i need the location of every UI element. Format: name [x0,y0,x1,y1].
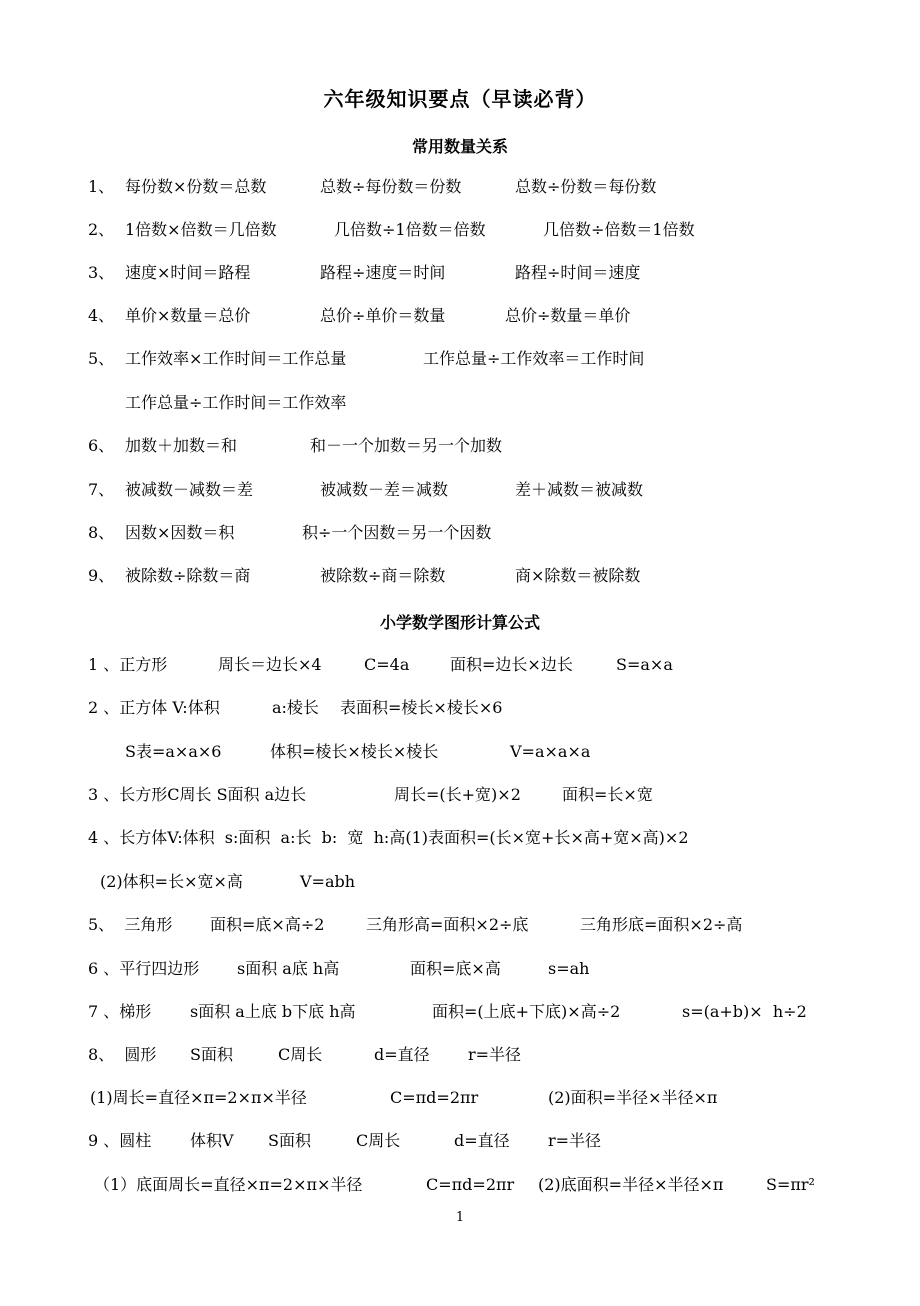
formula-text: 总价÷数量＝单价 [505,306,631,325]
formula-text: 5、 三角形 [88,915,173,934]
formula-text: 被除数÷商＝除数 [320,566,446,585]
formula-text: 4 、长方体V:体积 s:面积 a:长 b: 宽 h:高(1)表面积=(长×宽+长×高+宽×高)×2 [88,828,689,847]
formula-text: r=半径 [468,1045,522,1064]
formula-text: 速度×时间＝路程 [125,263,251,282]
formula-text: 工作效率×工作时间＝工作总量 [125,349,347,368]
formula-text: C=πd=2πr [426,1175,515,1194]
item-number: 3、 [88,263,115,282]
formula-text: S=πr² [766,1175,815,1194]
formula-text: S=a×a [616,655,673,674]
formula-text: 周长=(长+宽)×2 [394,785,521,804]
formula-line [0,1174,815,1306]
formula-text: (2)底面积=半径×半径×π [538,1175,724,1194]
formula-text: （1）底面周长=直径×π=2×π×半径 [94,1175,363,1194]
section-heading-quantity-relations: 常用数量关系 [411,137,508,156]
formula-text: d=直径 [374,1045,430,1064]
formula-text: V=abh [300,872,356,891]
formula-text: (2)面积=半径×半径×π [548,1088,718,1107]
formula-text: 工作总量÷工作时间＝工作效率 [125,393,347,412]
formula-text: 面积=(上底+下底)×高÷2 [432,1002,621,1021]
formula-text: (2)体积=长×宽×高 [100,872,243,891]
formula-text: 被除数÷除数＝商 [125,566,251,585]
formula-text: 面积=底×高÷2 [210,915,325,934]
formula-text: s=(a+b)× h÷2 [682,1002,807,1021]
formula-text: S表=a×a×6 [125,742,222,761]
formula-text: 总数÷份数＝每份数 [515,177,657,196]
formula-text: 几倍数÷倍数＝1倍数 [543,220,695,239]
item-number: 1、 [88,177,115,196]
formula-text: 面积=边长×边长 [450,655,573,674]
section-heading-geometry-formulas: 小学数学图形计算公式 [379,613,540,632]
formula-text: 总价÷单价＝数量 [320,306,446,325]
formula-text: 总数÷每份数＝份数 [320,177,462,196]
formula-text: 差＋减数＝被减数 [515,480,644,499]
formula-text: r=半径 [548,1131,602,1150]
formula-text: 路程÷速度＝时间 [320,263,446,282]
formula-text: C=πd=2πr [390,1088,479,1107]
formula-text: 每份数×份数＝总数 [125,177,267,196]
formula-text: 积÷一个因数＝另一个因数 [302,523,492,542]
formula-text: 路程÷时间＝速度 [515,263,641,282]
formula-text: 1倍数×倍数＝几倍数 [125,220,277,239]
formula-text: 6 、平行四边形 [88,959,200,978]
formula-text: (1)周长=直径×π=2×π×半径 [90,1088,307,1107]
page-title: 六年级知识要点（早读必背） [323,87,597,111]
item-number: 2、 [88,220,115,239]
item-number: 6、 [88,436,115,455]
formula-text: 几倍数÷1倍数＝倍数 [334,220,486,239]
formula-text: s=ah [548,959,590,978]
page-number: 1 [455,1210,465,1225]
formula-text: 三角形高=面积×2÷底 [366,915,529,934]
item-number: 4、 [88,306,115,325]
item-number: 9、 [88,566,115,585]
formula-text: 9 、圆柱 [88,1131,152,1150]
formula-text: 被减数－减数＝差 [125,480,254,499]
formula-text: 2 、正方体 V:体积 [88,698,220,717]
formula-text: C周长 [278,1045,323,1064]
formula-text: 1 、正方形 [88,655,168,674]
formula-text: 和－一个加数＝另一个加数 [310,436,503,455]
formula-text: d=直径 [454,1131,510,1150]
formula-text: 体积V [190,1131,234,1150]
formula-text: 8、 圆形 [88,1045,157,1064]
formula-text: 体积=棱长×棱长×棱长 [270,742,439,761]
formula-text: 被减数－差＝减数 [320,480,449,499]
formula-text: 周长＝边长×4 [218,655,322,674]
formula-text: 工作总量÷工作效率＝工作时间 [423,349,645,368]
item-number: 5、 [88,349,115,368]
formula-text: 面积=底×高 [410,959,501,978]
formula-text: 表面积=棱长×棱长×6 [340,698,503,717]
formula-text: 面积=长×宽 [562,785,653,804]
formula-text: C周长 [356,1131,401,1150]
formula-text: 7 、梯形 [88,1002,152,1021]
formula-text: S面积 [190,1045,233,1064]
formula-text: 单价×数量＝总价 [125,306,251,325]
formula-text: 因数×因数＝积 [125,523,235,542]
item-number: 7、 [88,480,115,499]
formula-text: 商×除数＝被除数 [515,566,641,585]
formula-text: 加数＋加数＝和 [125,436,238,455]
item-number: 8、 [88,523,115,542]
formula-text: s面积 a上底 b下底 h高 [190,1002,356,1021]
formula-text: 三角形底=面积×2÷高 [580,915,743,934]
formula-text: S面积 [268,1131,311,1150]
formula-text: V=a×a×a [510,742,591,761]
formula-text: a:棱长 [272,698,319,717]
formula-text: s面积 a底 h高 [237,959,340,978]
formula-text: 3 、长方形C周长 S面积 a边长 [88,785,307,804]
formula-text: C=4a [364,655,410,674]
